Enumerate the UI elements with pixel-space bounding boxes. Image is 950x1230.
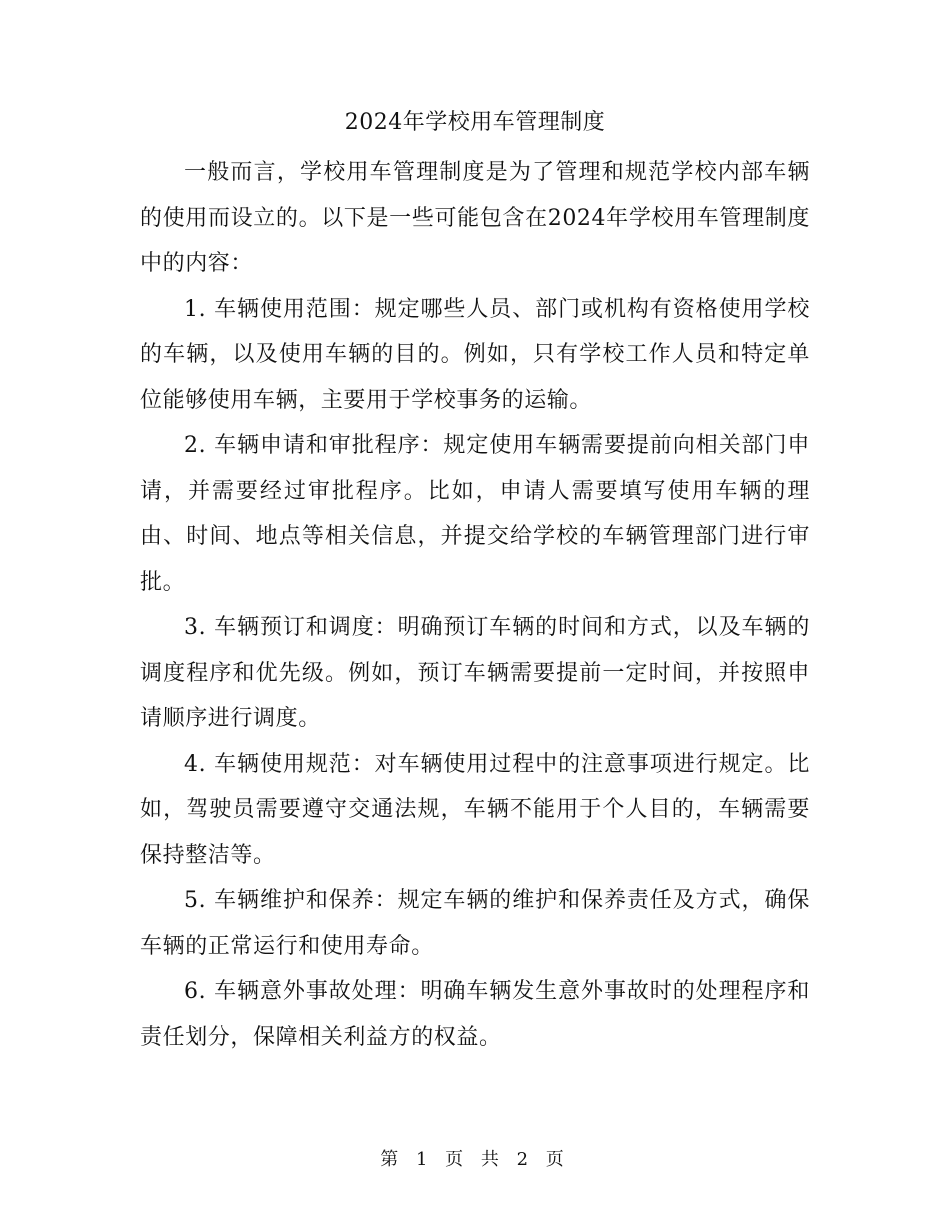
paragraph-item-5: 5. 车辆维护和保养：规定车辆的维护和保养责任及方式，确保车辆的正常运行和使用寿命。 <box>140 888 810 959</box>
page-number-footer: 第 1 页 共 2 页 <box>380 1149 570 1170</box>
document-title: 2024年学校用车管理制度 <box>344 110 606 135</box>
paragraph-intro: 一般而言，学校用车管理制度是为了管理和规范学校内部车辆的使用而设立的。以下是一些可能包含在2024年学校用车管理制度中的内容： <box>140 160 810 276</box>
paragraph-item-3: 3. 车辆预订和调度：明确预订车辆的时间和方式，以及车辆的调度程序和优先级。例如，预订车辆需要提前一定时间，并按照申请顺序进行调度。 <box>140 615 810 731</box>
document-body <box>140 150 810 1060</box>
paragraph-item-6: 6. 车辆意外事故处理：明确车辆发生意外事故时的处理程序和责任划分，保障相关利益方的权益。 <box>140 979 810 1050</box>
paragraph-item-1: 1. 车辆使用范围：规定哪些人员、部门或机构有资格使用学校的车辆，以及使用车辆的目的。例如，只有学校工作人员和特定单位能够使用车辆，主要用于学校事务的运输。 <box>140 296 810 413</box>
paragraph-item-4: 4. 车辆使用规范：对车辆使用过程中的注意事项进行规定。比如，驾驶员需要遵守交通法规，车辆不能用于个人目的，车辆需要保持整洁等。 <box>140 751 810 868</box>
paragraph-item-2: 2. 车辆申请和审批程序：规定使用车辆需要提前向相关部门申请，并需要经过审批程序。比如，申请人需要填写使用车辆的理由、时间、地点等相关信息，并提交给学校的车辆管理部门进行审批。 <box>140 433 810 595</box>
